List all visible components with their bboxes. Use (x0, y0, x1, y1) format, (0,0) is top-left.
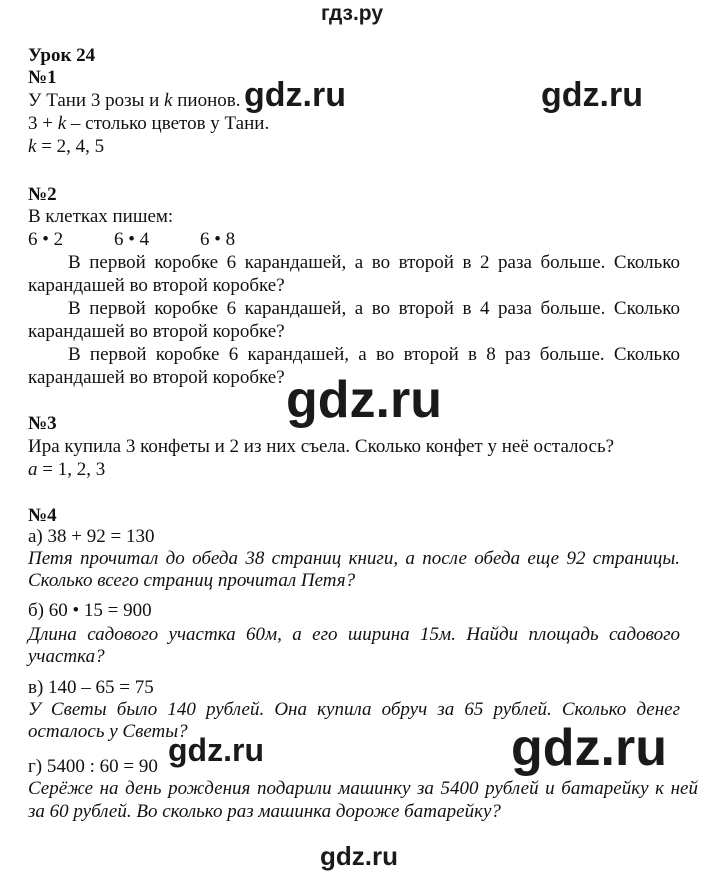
task4-c-expr: в) 140 – 65 = 75 (28, 677, 154, 698)
task2-problem1-line1: В первой коробке 6 карандашей, а во второй в 2 раза больше. Сколько (68, 252, 680, 273)
task1-line1: У Тани 3 розы и k пионов. (28, 90, 241, 111)
task4-a-expr: а) 38 + 92 = 130 (28, 526, 155, 547)
task2-number: №2 (28, 184, 57, 205)
task4-b-expr: б) 60 • 15 = 900 (28, 600, 152, 621)
task2-problem2-line1: В первой коробке 6 карандашей, а во второй в 4 раза больше. Сколько (68, 298, 680, 319)
task2-expr-2: 6 • 4 (114, 229, 150, 250)
watermark-gdz-3: gdz.ru (286, 371, 442, 429)
task4-a-text2: Сколько всего страниц прочитал Петя? (28, 570, 356, 591)
task2-problem1-line2: карандашей во второй коробке? (28, 275, 285, 296)
watermark-gdz-5: gdz.ru (511, 719, 667, 777)
task2-problem3-line2: карандашей во второй коробке? (28, 367, 285, 388)
watermark-gdz-bottom: gdz.ru (320, 841, 398, 871)
task4-c-text1: У Светы было 140 рублей. Она купила обруч за 65 рублей. Сколько денег (28, 699, 680, 720)
task4-d-text2: за 60 рублей. Во сколько раз машинка дороже батарейку? (28, 801, 501, 822)
task2-expr-3: 6 • 8 (200, 229, 236, 250)
task1-line2: 3 + k – столько цветов у Тани. (28, 113, 270, 134)
watermark-gdz-2: gdz.ru (541, 76, 643, 114)
task4-d-expr: г) 5400 : 60 = 90 (28, 756, 158, 777)
watermark-gdz-1: gdz.ru (244, 76, 346, 114)
task3-line2: a = 1, 2, 3 (28, 459, 106, 480)
task1-number: №1 (28, 67, 57, 88)
task4-b-text2: участка? (28, 646, 105, 667)
lesson-title: Урок 24 (28, 45, 96, 66)
task2-problem3-line1: В первой коробке 6 карандашей, а во второй в 8 раз больше. Сколько (68, 344, 680, 365)
task1-line3: k = 2, 4, 5 (28, 136, 105, 157)
task4-d-text1: Серёже на день рождения подарили машинку за 5400 рублей и батарейку к ней (28, 778, 698, 799)
task4-a-text1: Петя прочитал до обеда 38 страниц книги, а после обеда еще 92 страницы. (28, 548, 680, 569)
task2-intro: В клетках пишем: (28, 206, 174, 227)
task4-b-text1: Длина садового участка 60м, а его ширина 15м. Найди площадь садового (28, 624, 680, 645)
task2-expr-1: 6 • 2 (28, 229, 64, 250)
task4-number: №4 (28, 505, 57, 526)
task4-c-text2: осталось у Светы? (28, 721, 188, 742)
task3-number: №3 (28, 413, 57, 434)
watermark-top: гдз.ру (321, 2, 384, 25)
task2-problem2-line2: карандашей во второй коробке? (28, 321, 285, 342)
task3-line1: Ира купила 3 конфеты и 2 из них съела. Сколько конфет у неё осталось? (28, 436, 615, 457)
watermark-gdz-4: gdz.ru (168, 732, 264, 768)
